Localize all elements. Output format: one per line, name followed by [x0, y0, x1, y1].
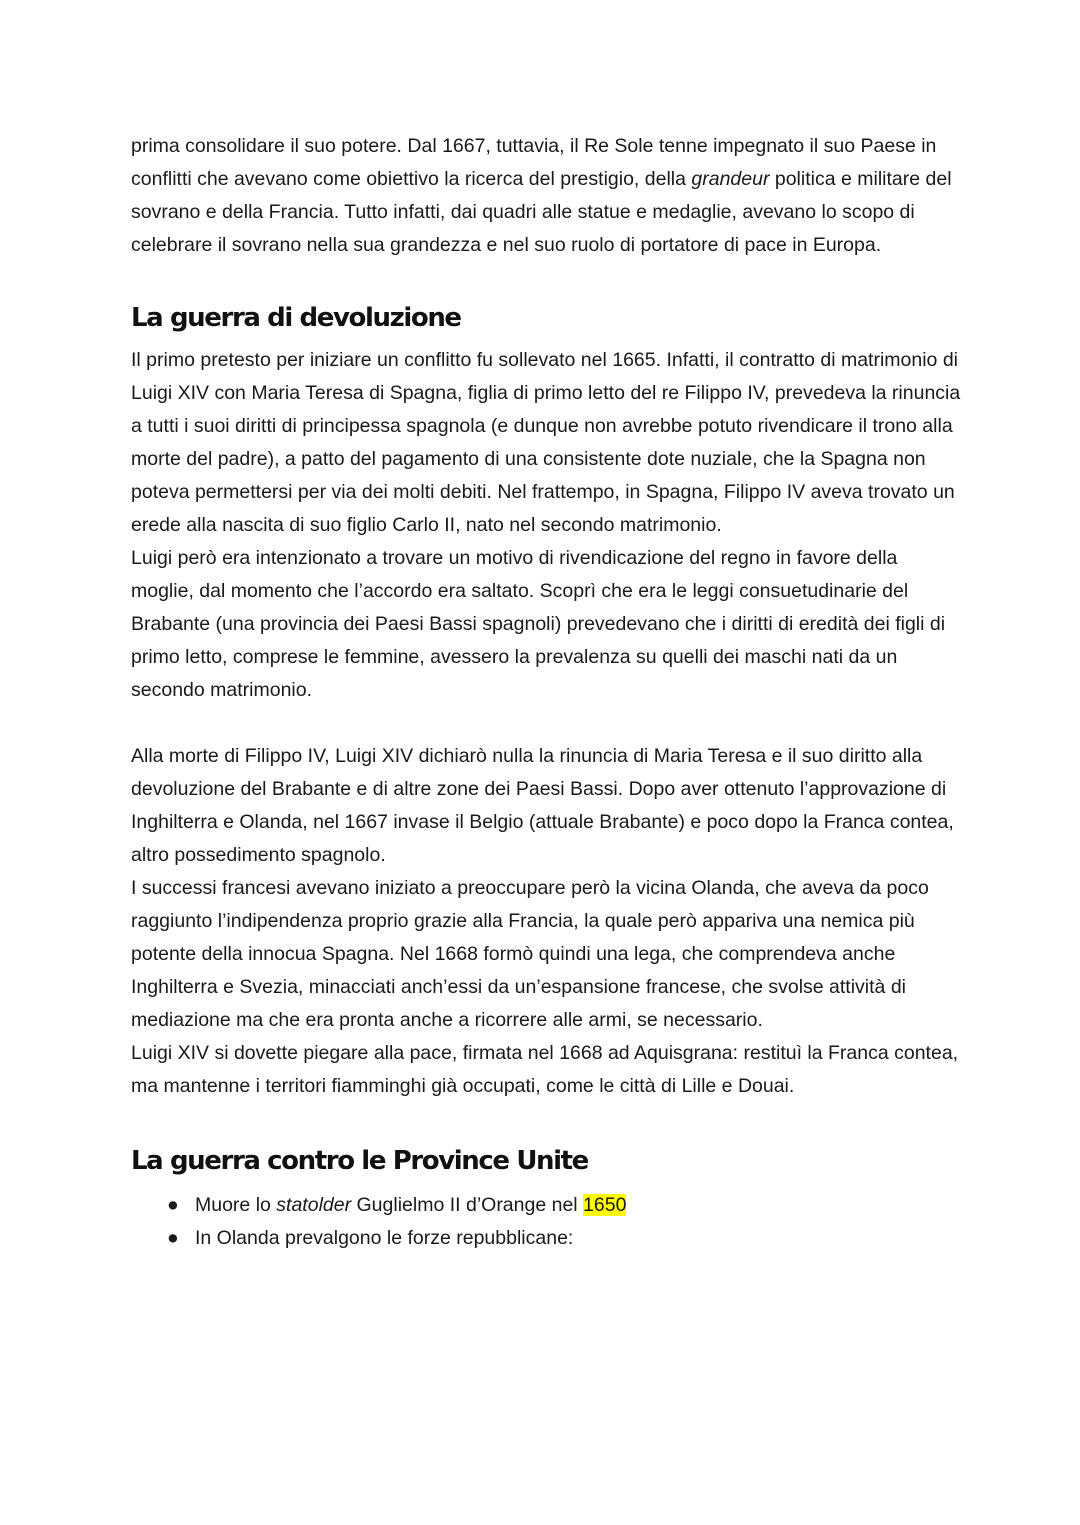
- bullet-list: [131, 1189, 961, 1255]
- section-heading-devoluzione: La guerra di devoluzione: [131, 303, 461, 333]
- document-page: [131, 130, 961, 1255]
- bullet-text-before: Muore lo: [195, 1194, 277, 1216]
- highlighted-year: 1650: [583, 1194, 627, 1216]
- intro-italic-term: grandeur: [691, 168, 770, 190]
- devoluzione-paragraph-4: I successi francesi avevano iniziato a preoccupare però la vicina Olanda, che aveva da poco raggiunto l’indipendenza proprio grazie alla Francia, la quale però appariva una nemica più potente della innocua Spagna. Nel 1668 formò quindi una lega, che comprendeva anche Inghilterra e Svezia, minacciati anch’essi da un’espansione francese, che svolse attività di mediazione ma che era pronta anche a ricorrere alle armi, se necessario.: [131, 877, 929, 1031]
- bullet-text-middle: Guglielmo II d’Orange nel: [351, 1194, 584, 1216]
- bullet-text: In Olanda prevalgono le forze repubblicane:: [195, 1227, 574, 1249]
- intro-text-after: politica e militare del sovrano e della Francia. Tutto infatti, dai quadri alle statue e medaglie, avevano lo scopo di celebrare il sovrano nella sua grandezza e nel suo ruolo di portatore di pace in Europa.: [131, 168, 952, 256]
- devoluzione-paragraph-1: Il primo pretesto per iniziare un conflitto fu sollevato nel 1665. Infatti, il contratto di matrimonio di Luigi XIV con Maria Teresa di Spagna, figlia di primo letto del re Filippo IV, prevedeva la rinuncia a tutti i suoi diritti di principessa spagnola (e dunque non avrebbe potuto rivendicare il trono alla morte del padre), a patto del pagamento di una consistente dote nuziale, che la Spagna non poteva permettersi per via dei molti debiti. Nel frattempo, in Spagna, Filippo IV aveva trovato un erede alla nascita di suo figlio Carlo II, nato nel secondo matrimonio.: [131, 349, 961, 536]
- list-item: [131, 1222, 961, 1255]
- intro-text-before: prima consolidare il suo potere. Dal 1667, tuttavia, il Re Sole tenne impegnato il suo Paese in conflitti che avevano come obiettivo la ricerca del prestigio, della: [131, 135, 937, 190]
- bullet-icon: ●: [167, 1194, 179, 1216]
- devoluzione-paragraph-5: Luigi XIV si dovette piegare alla pace, firmata nel 1668 ad Aquisgrana: restituì la Franca contea, ma mantenne i territori fiamminghi già occupati, come le città di Lille e Douai.: [131, 1042, 959, 1097]
- section-heading-province-unite: La guerra contro le Province Unite: [131, 1146, 588, 1176]
- list-item: [131, 1189, 961, 1222]
- devoluzione-paragraph-3: Alla morte di Filippo IV, Luigi XIV dichiarò nulla la rinuncia di Maria Teresa e il suo diritto alla devoluzione del Brabante e di altre zone dei Paesi Bassi. Dopo aver ottenuto l’approvazione di Inghilterra e Olanda, nel 1667 invase il Belgio (attuale Brabante) e poco dopo la Franca contea, altro possedimento spagnolo.: [131, 745, 954, 866]
- paragraph-spacer: [131, 707, 961, 740]
- bullet-italic-term: statolder: [276, 1194, 352, 1216]
- devoluzione-paragraph-2: Luigi però era intenzionato a trovare un motivo di rivendicazione del regno in favore della moglie, dal momento che l’accordo era saltato. Scoprì che era le leggi consuetudinarie del Brabante (una provincia dei Paesi Bassi spagnoli) prevedevano che i diritti di eredità dei figli di primo letto, comprese le femmine, avessero la prevalenza su quelli dei maschi nati da un secondo matrimonio.: [131, 547, 946, 701]
- bullet-icon: ●: [167, 1227, 179, 1249]
- intro-paragraph: [131, 130, 961, 262]
